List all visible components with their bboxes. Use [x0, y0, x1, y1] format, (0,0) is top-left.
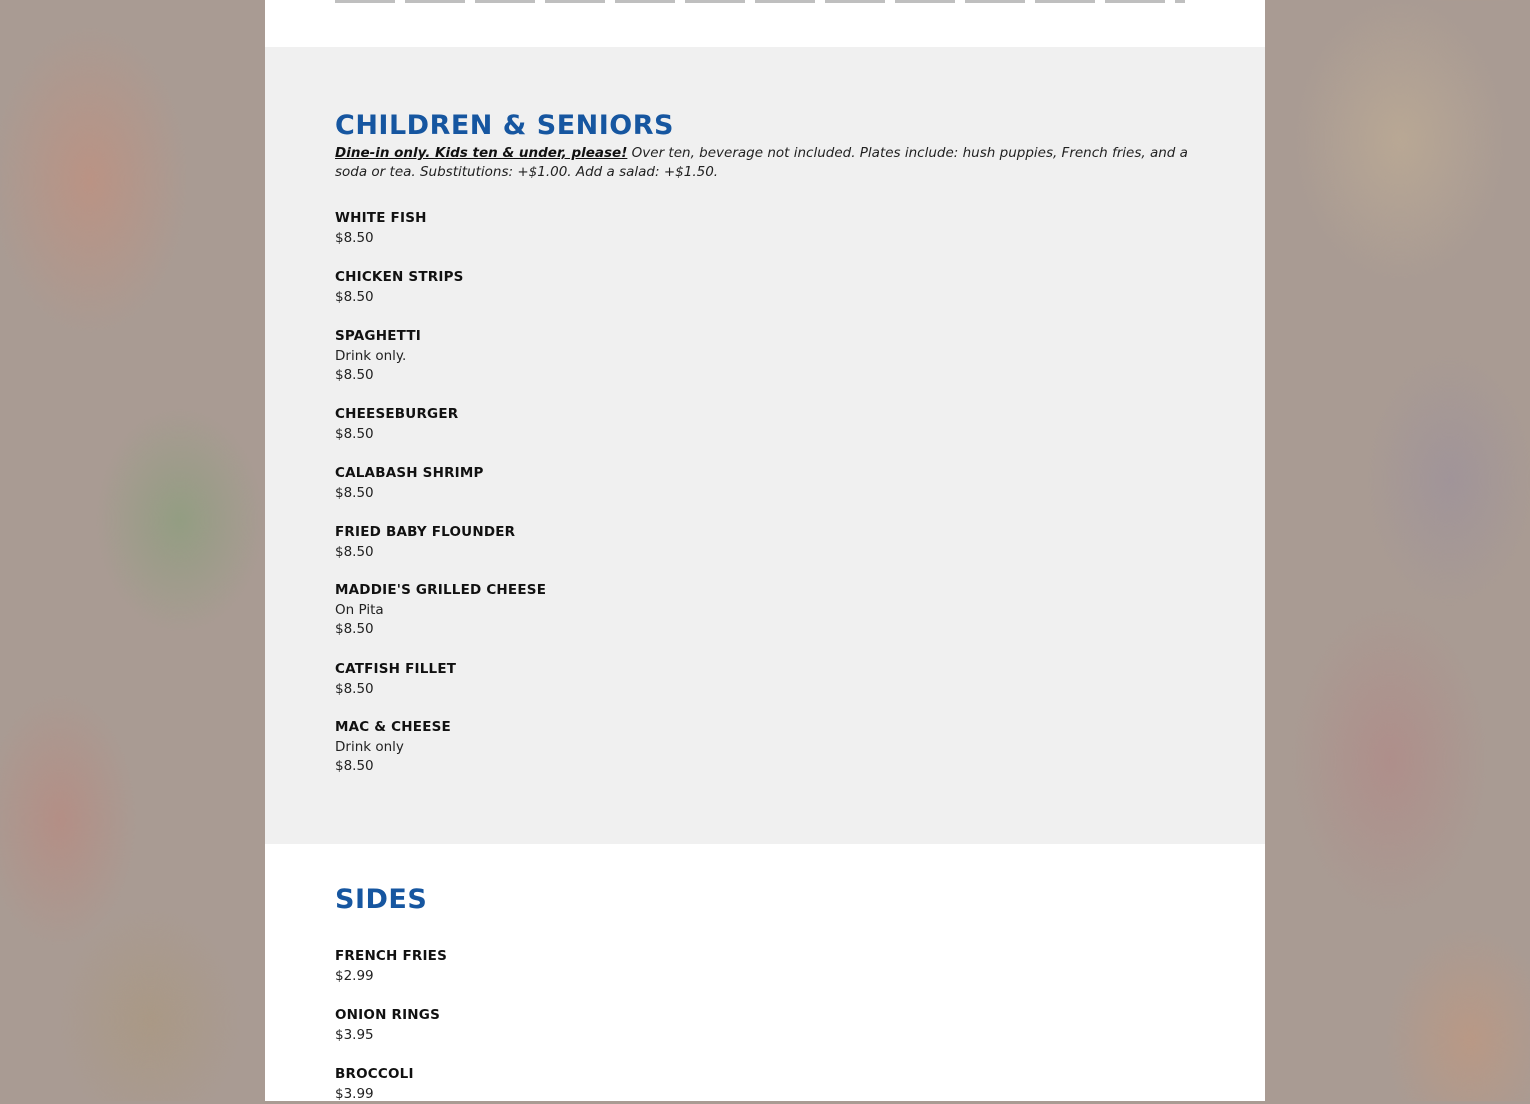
section-intro: [335, 144, 1205, 182]
menu-item: [335, 405, 458, 444]
item-name: BROCCOLI: [335, 1065, 414, 1085]
menu-item: [335, 581, 546, 640]
menu-item: [335, 947, 447, 986]
sides-section: [265, 844, 1265, 1101]
cut-off-text-line: [335, 0, 1185, 3]
item-price: $8.50: [335, 484, 484, 504]
menu-item: [335, 327, 421, 386]
menu-item: [335, 464, 484, 503]
section-title: SIDES: [335, 884, 427, 915]
menu-item: [335, 268, 464, 307]
item-description: On Pita: [335, 601, 546, 621]
item-name: CHEESEBURGER: [335, 405, 458, 425]
menu-item: [335, 209, 427, 248]
item-name: CALABASH SHRIMP: [335, 464, 484, 484]
item-name: CATFISH FILLET: [335, 660, 456, 680]
menu-item: [335, 523, 515, 562]
item-name: SPAGHETTI: [335, 327, 421, 347]
item-price: $3.99: [335, 1085, 414, 1104]
item-price: $8.50: [335, 543, 515, 563]
item-price: $8.50: [335, 229, 427, 249]
previous-section-strip: [265, 0, 1265, 47]
item-name: MADDIE'S GRILLED CHEESE: [335, 581, 546, 601]
item-name: FRENCH FRIES: [335, 947, 447, 967]
children-seniors-section: [265, 47, 1265, 844]
intro-text: Over ten, beverage not included. Plates include: hush puppies, French fries, and a soda or tea. Substitutions: +$1.00. Add a salad: +$1.50.: [335, 145, 1188, 180]
item-name: CHICKEN STRIPS: [335, 268, 464, 288]
menu-item: [335, 1065, 414, 1104]
menu-item: [335, 718, 451, 777]
menu-panel: [265, 0, 1265, 1101]
item-price: $8.50: [335, 620, 546, 640]
item-description: Drink only: [335, 738, 451, 758]
menu-item: [335, 1006, 440, 1045]
item-price: $8.50: [335, 757, 451, 777]
item-name: ONION RINGS: [335, 1006, 440, 1026]
item-price: $2.99: [335, 967, 447, 987]
intro-emphasis: Dine-in only. Kids ten & under, please!: [335, 145, 627, 161]
section-title: CHILDREN & SENIORS: [335, 110, 674, 141]
menu-item: [335, 660, 456, 699]
item-name: MAC & CHEESE: [335, 718, 451, 738]
item-price: $3.95: [335, 1026, 440, 1046]
item-name: WHITE FISH: [335, 209, 427, 229]
item-price: $8.50: [335, 680, 456, 700]
item-price: $8.50: [335, 366, 421, 386]
item-price: $8.50: [335, 288, 464, 308]
item-name: FRIED BABY FLOUNDER: [335, 523, 515, 543]
item-description: Drink only.: [335, 347, 421, 367]
item-price: $8.50: [335, 425, 458, 445]
